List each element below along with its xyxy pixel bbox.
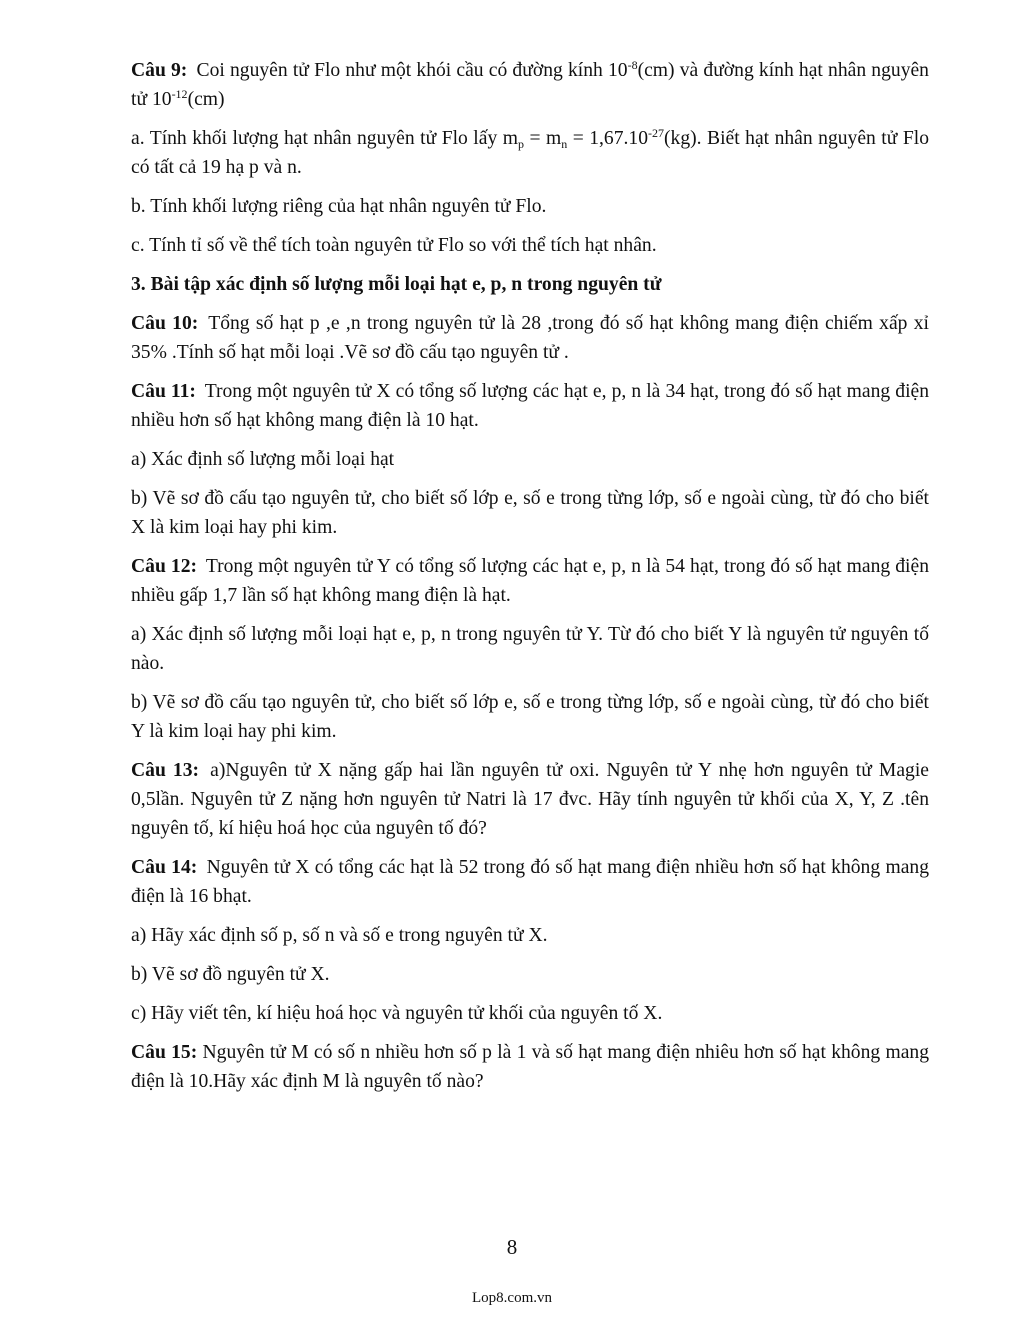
question-9-part-a — [131, 124, 929, 182]
question-12-label: Câu 12: — [131, 556, 198, 577]
question-11-label: Câu 11: — [131, 381, 196, 402]
question-13-label: Câu 13: — [131, 760, 200, 781]
question-9-a-sup: -27 — [648, 126, 665, 140]
question-11-part-a: a) Xác định số lượng mỗi loại hạt — [131, 449, 395, 470]
question-9-a-text-3: = 1,67.10 — [567, 128, 649, 149]
question-13-text: a)Nguyên tử X nặng gấp hai lần nguyên tử oxi. Nguyên tử Y nhẹ hơn nguyên tử Magie 0,5lần. Nguyên tử Z nặng hơn nguyên tử Natri là 17 đvc. Hãy tính nguyên tử khối của X, Y, Z .tên nguyên tố, kí hiệu hoá học của nguyên tố đó? — [131, 760, 929, 839]
question-9-a-text-2: = m — [523, 128, 562, 149]
section-3-heading: 3. Bài tập xác định số lượng mỗi loại hạt e, p, n trong nguyên tử — [131, 274, 662, 295]
question-10-text: Tổng số hạt p ,e ,n trong nguyên tử là 28 ,trong đó số hạt không mang điện chiếm xấp xỉ 35% .Tính số hạt mỗi loại .Vẽ sơ đồ cấu tạo nguyên tử . — [131, 313, 929, 363]
question-12-part-a: a) Xác định số lượng mỗi loại hạt e, p, n trong nguyên tử Y. Từ đó cho biết Y là nguyên tử nguyên tố nào. — [131, 624, 929, 674]
question-9-text-part3: (cm) — [187, 89, 225, 110]
question-9-text-part2: (cm) và đường kính hạt nhân nguyên tử 10 — [131, 60, 929, 110]
question-14 — [131, 853, 929, 911]
question-9-a-sub-p: p — [517, 137, 524, 151]
question-9-part-c: c. Tính tỉ số về thể tích toàn nguyên tử Flo so với thể tích hạt nhân. — [131, 235, 657, 256]
question-14-label: Câu 14: — [131, 857, 198, 878]
question-15-text: Nguyên tử M có số n nhiều hơn số p là 1 và số hạt mang điện nhiêu hơn số hạt không mang điện là 10.Hãy xác định M là nguyên tố nào? — [131, 1042, 929, 1092]
question-15 — [131, 1038, 929, 1096]
question-13 — [131, 756, 929, 843]
question-9-text-part1: Coi nguyên tử Flo như một khói cầu có đường kính 10 — [196, 60, 628, 81]
question-9-a-text-4: (kg). Biết hạt nhân nguyên tử Flo có tất cả 19 hạ p và n. — [131, 128, 929, 178]
question-9 — [131, 56, 929, 114]
page-number: 8 — [506, 1235, 518, 1259]
question-10 — [131, 309, 929, 367]
question-9-sup-1: -8 — [627, 58, 638, 72]
document-body — [131, 56, 929, 1106]
question-12 — [131, 552, 929, 610]
question-9-a-sub-n: n — [561, 137, 568, 151]
question-9-a-text-1: a. Tính khối lượng hạt nhân nguyên tử Flo lấy m — [131, 128, 518, 149]
question-14-part-c: c) Hãy viết tên, kí hiệu hoá học và nguyên tử khối của nguyên tố X. — [131, 1003, 663, 1024]
question-12-text: Trong một nguyên tử Y có tổng số lượng các hạt e, p, n là 54 hạt, trong đó số hạt mang điện nhiều gấp 1,7 lần số hạt không mang điện là hạt. — [131, 556, 929, 606]
question-10-label: Câu 10: — [131, 313, 199, 334]
question-11-part-b: b) Vẽ sơ đồ cấu tạo nguyên tử, cho biết số lớp e, số e trong từng lớp, số e ngoài cùng, từ đó cho biết X là kim loại hay phi kim. — [131, 488, 929, 538]
question-12-part-b: b) Vẽ sơ đồ cấu tạo nguyên tử, cho biết số lớp e, số e trong từng lớp, số e ngoài cùng, từ đó cho biết Y là kim loại hay phi kim. — [131, 692, 929, 742]
question-9-sup-2: -12 — [171, 87, 188, 101]
question-14-part-a: a) Hãy xác định số p, số n và số e trong nguyên tử X. — [131, 925, 548, 946]
footer-site: Lop8.com.vn — [472, 1290, 552, 1306]
question-9-label: Câu 9: — [131, 60, 188, 81]
question-14-text: Nguyên tử X có tổng các hạt là 52 trong đó số hạt mang điện nhiều hơn số hạt không mang điện là 16 bhạt. — [131, 857, 929, 907]
question-15-label: Câu 15: — [131, 1042, 198, 1063]
question-11-text: Trong một nguyên tử X có tổng số lượng các hạt e, p, n là 34 hạt, trong đó số hạt mang điện nhiều hơn số hạt không mang điện là 10 hạt. — [131, 381, 930, 431]
question-11 — [131, 377, 929, 435]
question-9-part-b: b. Tính khối lượng riêng của hạt nhân nguyên tử Flo. — [131, 196, 547, 217]
question-14-part-b: b) Vẽ sơ đồ nguyên tử X. — [131, 964, 330, 985]
